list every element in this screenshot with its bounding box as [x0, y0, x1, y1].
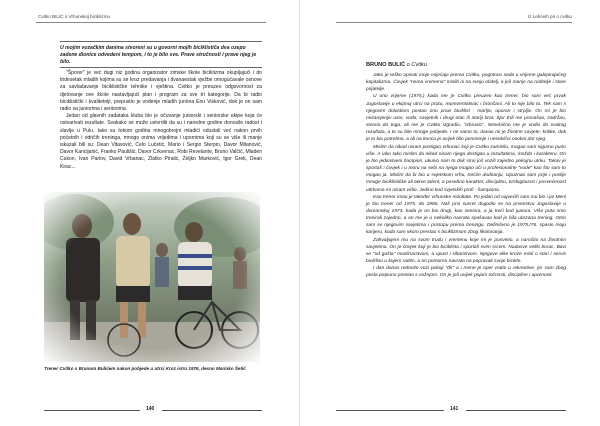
right-page-number: 141 — [450, 406, 459, 412]
right-paragraph-1: Jako je teško opisati moje osjećaje prema Cvitku, pogotovo sada u vrijeme galopirajućeg kapitalizma. Čovjek "nema vremena" misliti ni na svoju obitelj, a još manje na roditelje i stare prijatelje. — [366, 73, 566, 93]
right-body-text — [366, 72, 566, 280]
intro-bottom-rule — [60, 67, 262, 68]
intro-top-rule — [60, 41, 262, 42]
left-paragraph-2: Jedan od glavnih zadataka kluba bio je očuvanje juniorski i seniorske ekipe koja će ostvarivati rezultate. Svakako se može ustvrditi da su i naredne godine donosile radost i slavlje u Pulu. Iako su tokom godina mnogobrojni mladići odustali već nakon prvih početnih i odričih treninga, mnogo onima vrijedima i upornima koji su se više ili manje iskazali bili su: Dean Vitasović, Celo Lučetić, Mario i Sergio Sterpin, Davor Milanović, Davor Kancijanić, Franko Paulišić, Davor Crkvenac, Robi Revelante, Bruno Valčić, Mladen Cukon, Ivan Parlov, David Vrbanac, Zlatko Piralić, Željko Marković, Igor Grek, Dean Kirac... — [60, 113, 262, 170]
left-footer-rule-left — [44, 410, 140, 411]
right-paragraph-5: Zahvaljujem mu na svom trudu i vremenu koje mi je posvetio, a naročito na životnim savjetima. On je čovjek koji je bio biciklista i sportaš svim srcem. Nadasve veliki borac. Bavi se "od gušta" maslinarstvom, a upust i siltaristvom. Njegove elite kroze misli o stari i servis biciklisu u kojem radim, a on pomorno navrata na popravak svoje bicikle. — [366, 237, 566, 265]
right-page — [300, 0, 600, 426]
section-title-name: BRUNO BULIĆ — [366, 62, 406, 68]
left-running-header: Cvitko BILIĆ o Vrhunskoj biciklizmu — [38, 14, 111, 19]
right-footer-rule-right — [466, 410, 566, 411]
left-footer-rule-right — [162, 410, 262, 411]
right-paragraph-6: I dan danas redovito vozi pokoji "đir" a i mene je opet vratio u rekreative, jer sam zbog posla potpuno prestao s vožnjom. On je još uvijek pojam točnosti, discipline i upornosti. — [366, 266, 566, 279]
right-footer-rule-left — [336, 410, 444, 411]
left-header-rule — [36, 22, 266, 23]
intro-quote: U mojim vozačkim danima stvoreni su u govorni mojih biciklističa dva ozepo zadene dionice odvedeni tempom, i to je bilo sve. Prave stručnosti i prave njeg je bilo. — [60, 45, 257, 66]
left-body-text — [60, 70, 262, 171]
left-paragraph-1: "Šporer" je već dugi niz godina organizator zimske škole biciklizma okupljajući i do tridesetak mladih kojima su se kroz predavanja i dvanaestak vježbe omogućavale osnove za savladavanje biciklističke tehnike i vještina. Cvitko je preuzeo odgovornost za djelovanje ove škole nastavljajući plan i program za sve tri kategorije. Da bi radio biciklistički i kvalitetniji, prepustio je vođenje mladih juniora Enu Visković, dok je on sam radio sa juniorima i seniorima. — [60, 70, 262, 113]
photo-caption: Trener Cvitko s Brunom Bulićem nakon pobjede u utrci Kroz istru 1976, desno Marinko Šetić — [44, 366, 246, 371]
section-title — [366, 62, 427, 68]
right-paragraph-4: Kao trener imao je također vrhunske rezultate. Po jedan od najvećih sam mu bio i ja! Meni je bio trener od 1975. do 1985. Naš prvi susret dogodio se na prvenstvu Jugoslavije u dvoranskoj 1973. kada je on bio drugi, kao seniora, a ja treći kod juniora. Više puta smo trenirali zajedno, a on me je u nekoliko navrata spašavao kad je bila ubrzana trening. Otrio sam se njegovim savjetima i pristupu prema treningu. Definitivno je 1975./76. spasio moju karijeru, kada sam skoro prestao s biciklizmom zbog školovanja. — [366, 194, 566, 236]
left-page-number: 140 — [146, 406, 155, 412]
section-title-suffix: o Cvitku — [406, 62, 427, 68]
right-header-rule — [336, 22, 572, 23]
right-paragraph-3: Mislim da nikad nisam postigao vrhunac koji je Cvitko zamislio, mogao sam sigurno puno više. A iako tako mislim da nikad nisam njega dostigao u rezultatima, možda i karakteru. On je bio jedinstveni šampion, ukusio sam to dok smo još vozili zajedno pokojnu utrku. Takav je sportaš i čovjek i u moru na sebi na njega mogao uči u profesionalne "vode" kao što sam to mogao ja. Mislim da bi bio u svjetskom vrhu, trećim dodiranju. Upoznao sam prije i poslije mnoge biciklističke ali takve talent, a posebno karakter, disciplinu, tvrdoglavost i posvećenost uitrkama mi nisam vidio. Jedino kod svjetskih profi - šampiona. — [366, 144, 566, 193]
cyclists-photo — [44, 192, 260, 362]
right-running-header: Iz Lebovih pri o cvitku — [527, 14, 572, 19]
right-paragraph-2: U ono vrijeme (1975.) kada me je Cvitko preuzeo kao trener, bio sam već prvak Jugoslavije u ekipnoj utrci na prutu, reprezentativac i brončani. Ali to nije bilo to. Tek sam s njegovim dolaskom postao ono pravi biciklist - marljiv, uporan i strpljiv. On mi je bio nezamjenjiv uzor, vođa, savjetnik i drugi otac ili stariji brat. Šjor Edi me pronašao, zadržao, stvorio do toga, ali me je Cvitko izgradio, "izbrusio". Nesebično me je vodio do svakog rezultata, a to su bile mnoge pobjede. I ne samo to, davao mi je životne savjete, kritike, dok je to bio potrebno, a ali na koncu je uvijek bilo pomirenje i nesebični osobni dar njeg. — [366, 94, 566, 143]
